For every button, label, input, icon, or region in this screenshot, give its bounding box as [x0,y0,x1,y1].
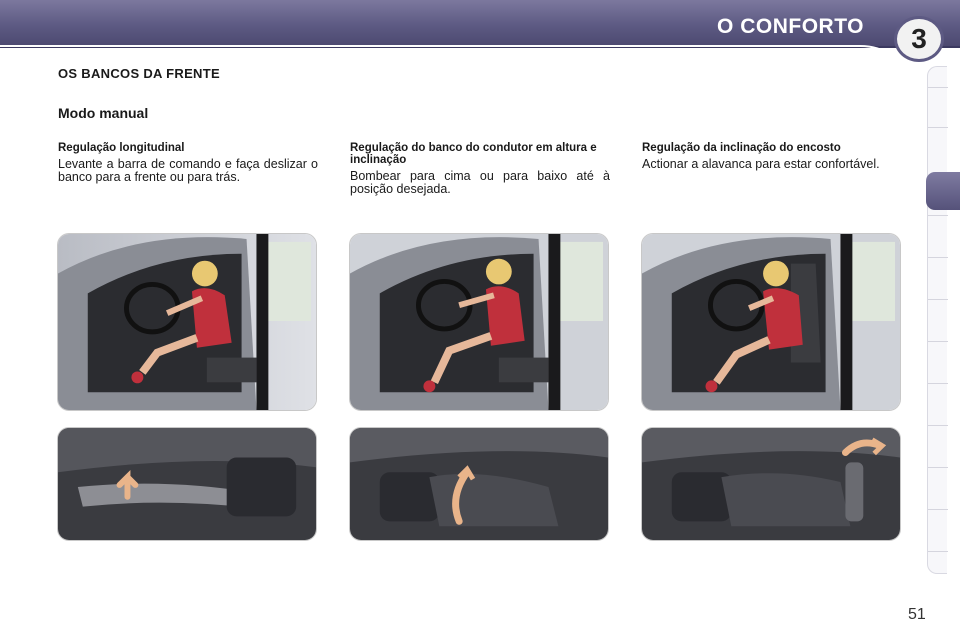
chapter-tab-rail [927,66,947,574]
tab-divider [928,425,948,426]
column-text: Levante a barra de comando e faça deslizar o banco para a frente ou para trás. [58,157,318,184]
chapter-title: O CONFORTO [717,15,864,38]
tab-divider [928,467,948,468]
detail-longitudinal-bar [57,427,317,541]
column-text: Actionar a alavanca para estar confortável. [642,157,880,171]
tab-divider [928,215,948,216]
section-title: OS BANCOS DA FRENTE [58,66,220,81]
seat-detail-illustration [350,428,608,540]
tab-divider [928,341,948,342]
illustration-backrest [641,233,901,411]
illustration-height [349,233,609,411]
column-longitudinal [58,142,318,184]
column-title: Regulação da inclinação do encosto [642,142,841,154]
tab-divider [928,87,948,88]
chapter-tab-active[interactable] [926,172,960,210]
header-curve [0,44,960,58]
column-text: Bombear para cima ou para baixo até à posição desejada. [350,169,610,196]
detail-backrest-lever [641,427,901,541]
detail-height-pump [349,427,609,541]
column-title: Regulação do banco do condutor em altura e inclinação [350,142,597,166]
column-title: Regulação longitudinal [58,142,185,154]
car-interior-illustration [642,234,900,410]
tab-divider [928,551,948,552]
tab-divider [928,509,948,510]
seat-detail-illustration [642,428,900,540]
car-interior-illustration [58,234,316,410]
seat-detail-illustration [58,428,316,540]
page-number: 51 [908,606,926,623]
column-height-tilt [350,142,610,196]
subsection-title: Modo manual [58,105,149,121]
tab-divider [928,383,948,384]
tab-divider [928,257,948,258]
illustration-longitudinal [57,233,317,411]
tab-divider [928,299,948,300]
tab-divider [928,127,948,128]
chapter-number-badge[interactable]: 3 [894,16,944,62]
column-backrest [642,142,902,171]
car-interior-illustration [350,234,608,410]
